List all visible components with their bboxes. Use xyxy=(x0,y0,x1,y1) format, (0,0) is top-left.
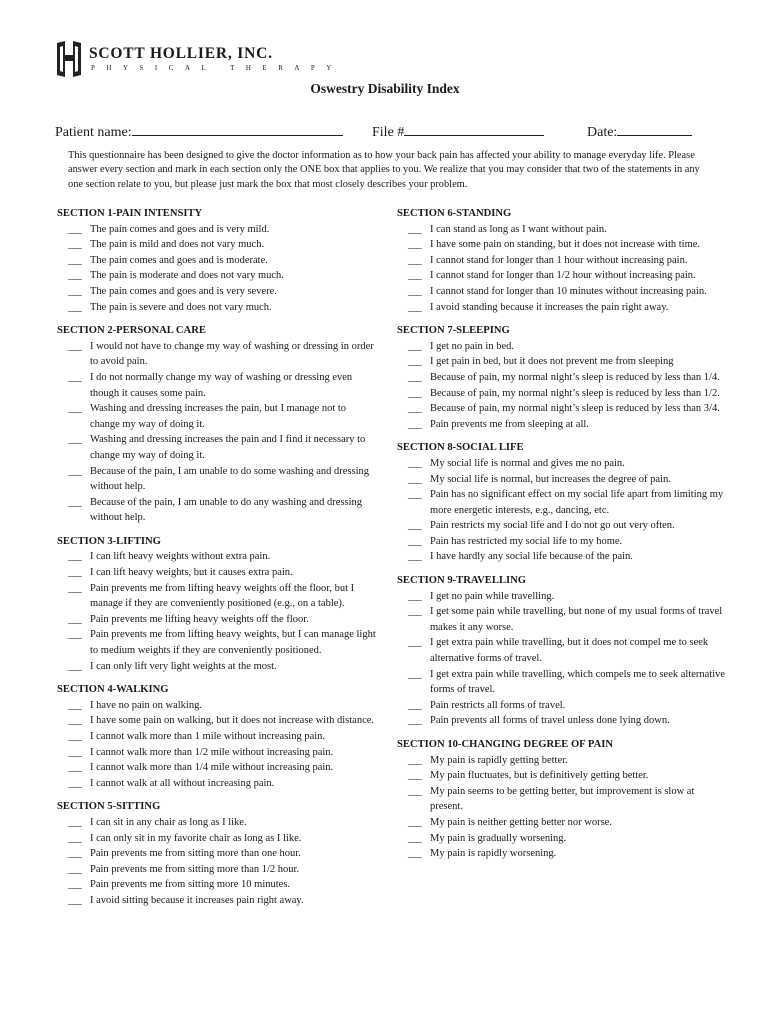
answer-text: I avoid standing because it increases the pain right away. xyxy=(430,301,669,313)
answer-blank[interactable]: ___ xyxy=(68,340,81,352)
answer-option[interactable] xyxy=(397,667,727,698)
answer-text: Pain has restricted my social life to my home. xyxy=(430,535,623,547)
answer-option[interactable] xyxy=(57,698,377,714)
answer-option[interactable] xyxy=(397,846,727,862)
answer-blank[interactable]: ___ xyxy=(408,637,421,649)
answer-text: Because of the pain, I am unable to do some washing and dressing without help. xyxy=(90,465,370,493)
answer-text: Washing and dressing increases the pain, but I manage not to change my way of doing it. xyxy=(90,403,347,430)
answer-blank[interactable]: ___ xyxy=(68,832,81,844)
answer-option[interactable] xyxy=(57,432,377,463)
answer-blank[interactable]: ___ xyxy=(68,715,81,727)
answer-option[interactable] xyxy=(397,589,727,605)
answer-text: I cannot walk more than 1/2 mile without increasing pain. xyxy=(90,746,334,758)
answer-blank[interactable]: ___ xyxy=(68,239,81,251)
answer-text: I can sit in any chair as long as I like. xyxy=(90,816,247,828)
answer-option[interactable] xyxy=(397,487,727,518)
section-title: SECTION 1-PAIN INTENSITY xyxy=(57,208,203,219)
answer-text: Washing and dressing increases the pain and I find it necessary to change my way of doing it. xyxy=(90,434,366,461)
answer-blank[interactable]: ___ xyxy=(68,403,81,415)
answer-blank[interactable]: ___ xyxy=(408,715,421,727)
answer-text: Pain restricts all forms of travel. xyxy=(430,699,566,711)
company-name: SCOTT HOLLIER, INC. xyxy=(89,45,273,62)
answer-text: The pain is severe and does not vary much. xyxy=(90,301,272,313)
answer-option[interactable] xyxy=(57,222,377,238)
section-title: SECTION 4-WALKING xyxy=(57,684,169,696)
sections-left-column xyxy=(57,206,377,917)
answer-blank[interactable]: ___ xyxy=(408,473,421,485)
answer-text: The pain is mild and does not vary much. xyxy=(90,239,265,251)
answer-text: I can lift heavy weights without extra pain. xyxy=(90,551,271,563)
answer-blank[interactable]: ___ xyxy=(408,590,421,602)
answer-text: I have no pain on walking. xyxy=(90,699,202,711)
answer-option[interactable] xyxy=(57,253,377,269)
answer-blank[interactable]: ___ xyxy=(408,223,421,235)
answer-blank[interactable]: ___ xyxy=(68,731,81,742)
answer-option[interactable] xyxy=(397,753,727,769)
answer-text: I get extra pain while travelling, which compels me to seek alternative forms of travel. xyxy=(430,668,726,696)
answer-blank[interactable]: ___ xyxy=(408,254,421,266)
answer-blank[interactable]: ___ xyxy=(68,496,81,508)
section-4 xyxy=(57,682,377,791)
answer-blank[interactable]: ___ xyxy=(68,699,81,711)
company-tagline: PHYSICAL THERAPY xyxy=(91,64,343,72)
answer-text: Pain prevents me from lifting heavy weights off the floor, but I manage if they are conveniently positioned (e.g., on a table). xyxy=(90,582,355,610)
answer-text: My pain is neither getting better nor worse. xyxy=(430,816,612,828)
answer-option[interactable] xyxy=(397,604,727,635)
answer-text: Pain has no significant effect on my social life apart from limiting my more energetic interests, e.g., dancing, etc. xyxy=(430,489,724,516)
answer-option[interactable] xyxy=(57,729,377,745)
date-line[interactable] xyxy=(617,123,692,136)
answer-blank[interactable]: ___ xyxy=(68,762,81,774)
company-logo xyxy=(57,41,343,77)
answer-blank[interactable]: ___ xyxy=(408,848,421,860)
answer-blank[interactable]: ___ xyxy=(68,270,81,282)
answer-blank[interactable]: ___ xyxy=(408,301,421,313)
answer-text: I can only lift very light weights at the most. xyxy=(90,660,277,672)
answer-blank[interactable]: ___ xyxy=(408,699,421,711)
answer-text: Pain prevents me lifting heavy weights off the floor. xyxy=(90,613,309,625)
section-5 xyxy=(57,799,377,908)
answer-text: Pain prevents me from sleeping at all. xyxy=(430,418,589,430)
answer-option[interactable] xyxy=(57,581,377,612)
file-number-field[interactable] xyxy=(372,123,544,141)
answer-option[interactable] xyxy=(57,300,377,316)
answer-blank[interactable]: ___ xyxy=(408,285,421,297)
answer-option[interactable] xyxy=(57,565,377,581)
answer-text: I get no pain while travelling. xyxy=(430,590,555,602)
answer-text: My social life is normal, but increases the degree of pain. xyxy=(430,473,671,485)
answer-option[interactable] xyxy=(57,627,377,658)
answer-blank[interactable]: ___ xyxy=(68,223,81,235)
answer-option[interactable] xyxy=(57,237,377,253)
answer-blank[interactable]: ___ xyxy=(408,387,421,399)
date-field[interactable] xyxy=(587,123,692,141)
answer-blank[interactable]: ___ xyxy=(68,629,81,641)
patient-name-field[interactable] xyxy=(55,123,343,141)
answer-option[interactable] xyxy=(397,635,727,666)
patient-name-line[interactable] xyxy=(132,123,343,136)
section-3 xyxy=(57,534,377,674)
answer-text: My pain seems to be getting better, but improvement is slow at present. xyxy=(430,785,695,813)
answer-blank[interactable]: ___ xyxy=(68,613,81,625)
file-number-label: File # xyxy=(372,125,405,140)
answer-option[interactable] xyxy=(397,456,727,472)
answer-option[interactable] xyxy=(397,815,727,831)
section-7 xyxy=(397,323,727,432)
answer-text: The pain comes and goes and is very mild. xyxy=(90,223,270,235)
answer-text: I can only sit in my favorite chair as long as I like. xyxy=(90,832,302,844)
answer-blank[interactable]: ___ xyxy=(408,770,421,782)
answer-option[interactable] xyxy=(57,846,377,862)
answer-option[interactable] xyxy=(397,534,727,550)
answer-text: The pain comes and goes and is moderate. xyxy=(90,254,268,266)
answer-option[interactable] xyxy=(397,339,727,355)
answer-option[interactable] xyxy=(57,776,377,792)
answer-text: Pain prevents all forms of travel unless done lying down. xyxy=(430,715,670,727)
answer-blank[interactable]: ___ xyxy=(408,403,421,415)
answer-option[interactable] xyxy=(397,268,727,284)
answer-text: I have some pain on walking, but it does not increase with distance. xyxy=(90,715,375,727)
answer-blank[interactable]: ___ xyxy=(408,356,421,368)
answer-text: My pain is rapidly getting better. xyxy=(430,754,568,766)
answer-blank[interactable]: ___ xyxy=(408,239,421,251)
answer-blank[interactable]: ___ xyxy=(68,285,81,297)
answer-option[interactable] xyxy=(57,464,377,495)
answer-option[interactable] xyxy=(397,518,727,534)
logo-h-icon xyxy=(57,41,81,77)
answer-blank[interactable]: ___ xyxy=(408,785,421,797)
answer-option[interactable] xyxy=(397,284,727,300)
answer-blank[interactable]: ___ xyxy=(68,777,81,789)
section-10 xyxy=(397,737,727,862)
answer-text: I cannot walk at all without increasing pain. xyxy=(90,777,275,789)
answer-option[interactable] xyxy=(397,253,727,269)
answer-blank[interactable]: ___ xyxy=(408,754,421,766)
page-title: Oswestry Disability Index xyxy=(310,81,460,96)
file-number-line[interactable] xyxy=(404,123,544,136)
answer-option[interactable] xyxy=(57,877,377,893)
section-title: SECTION 3-LIFTING xyxy=(57,535,161,547)
answer-option[interactable] xyxy=(397,698,727,714)
answer-option[interactable] xyxy=(397,713,727,729)
answer-blank[interactable]: ___ xyxy=(68,879,81,891)
answer-option[interactable] xyxy=(397,300,727,316)
answer-option[interactable] xyxy=(57,831,377,847)
answer-blank[interactable]: ___ xyxy=(68,567,81,579)
answer-blank[interactable]: ___ xyxy=(408,340,421,352)
sections-right-column xyxy=(397,206,727,870)
answer-text: I cannot walk more than 1 mile without increasing pain. xyxy=(90,731,326,742)
answer-blank[interactable]: ___ xyxy=(68,848,81,860)
answer-text: I can stand as long as I want without pain. xyxy=(430,223,607,235)
section-title: SECTION 6-STANDING xyxy=(397,208,512,219)
answer-blank[interactable]: ___ xyxy=(68,434,81,446)
answer-blank[interactable]: ___ xyxy=(408,606,421,618)
answer-option[interactable] xyxy=(57,760,377,776)
answer-option[interactable] xyxy=(57,549,377,565)
answer-option[interactable] xyxy=(57,713,377,729)
answer-option[interactable] xyxy=(57,659,377,675)
answer-blank[interactable]: ___ xyxy=(408,832,421,844)
section-title: SECTION 2-PERSONAL CARE xyxy=(57,325,206,337)
answer-blank[interactable]: ___ xyxy=(68,582,81,594)
answer-blank[interactable]: ___ xyxy=(68,254,81,266)
answer-blank[interactable]: ___ xyxy=(408,520,421,532)
answer-option[interactable] xyxy=(57,268,377,284)
answer-text: I get extra pain while travelling, but it does not compel me to seek alternative forms of travel. xyxy=(430,637,709,665)
answer-text: The pain is moderate and does not vary much. xyxy=(90,270,284,282)
answer-text: The pain comes and goes and is very severe. xyxy=(90,285,277,297)
answer-text: I get pain in bed, but it does not prevent me from sleeping xyxy=(430,356,674,368)
answer-option[interactable] xyxy=(397,831,727,847)
patient-name-label: Patient name: xyxy=(55,125,132,140)
answer-blank[interactable]: ___ xyxy=(68,301,81,313)
answer-blank[interactable]: ___ xyxy=(408,371,421,383)
answer-text: Pain prevents me from sitting more 10 minutes. xyxy=(90,879,291,891)
answer-option[interactable] xyxy=(57,339,377,370)
answer-text: I would not have to change my way of washing or dressing in order to avoid pain. xyxy=(90,340,374,368)
answer-blank[interactable]: ___ xyxy=(408,816,421,828)
answer-text: Pain prevents me from sitting more than 1/2 hour. xyxy=(90,863,300,875)
section-title: SECTION 9-TRAVELLING xyxy=(397,575,527,587)
answer-text: Pain prevents me from lifting heavy weights, but I can manage light to medium weights if they are conveniently positioned. xyxy=(90,629,376,657)
answer-blank[interactable]: ___ xyxy=(68,660,81,672)
answer-text: I can lift heavy weights, but it causes extra pain. xyxy=(90,567,293,579)
answer-blank[interactable]: ___ xyxy=(68,465,81,477)
section-9 xyxy=(397,573,727,729)
section-1 xyxy=(57,206,377,315)
answer-text: I have some pain on standing, but it does not increase with time. xyxy=(430,239,701,251)
answer-text: I cannot stand for longer than 1 hour without increasing pain. xyxy=(430,254,688,266)
answer-text: I get no pain in bed. xyxy=(430,340,514,352)
answer-blank[interactable]: ___ xyxy=(68,816,81,828)
answer-option[interactable] xyxy=(57,893,377,909)
answer-blank[interactable]: ___ xyxy=(68,746,81,758)
answer-option[interactable] xyxy=(397,370,727,386)
answer-option[interactable] xyxy=(57,612,377,628)
answer-blank[interactable]: ___ xyxy=(68,894,81,906)
section-title: SECTION 5-SITTING xyxy=(57,801,161,813)
answer-blank[interactable]: ___ xyxy=(68,551,81,563)
section-8 xyxy=(397,440,727,565)
section-6 xyxy=(397,206,727,315)
section-title: SECTION 8-SOCIAL LIFE xyxy=(397,442,524,454)
answer-text: I do not normally change my way of washing or dressing even though it causes some pain. xyxy=(90,371,353,399)
answer-blank[interactable]: ___ xyxy=(408,270,421,282)
answer-blank[interactable]: ___ xyxy=(408,668,421,680)
answer-blank[interactable]: ___ xyxy=(68,371,81,383)
answer-blank[interactable]: ___ xyxy=(408,535,421,547)
answer-option[interactable] xyxy=(397,549,727,565)
instructions-paragraph: This questionnaire has been designed to give the doctor information as to how your back pain has affected your ability to manage everyday life. Please answer every section and mark in each section only the ONE box that applies to you. We realize that you may consider that two of the statements in any one section relate to you, but please just mark the box that most closely describes your problem. xyxy=(68,150,700,190)
answer-option[interactable] xyxy=(57,370,377,401)
answer-text: Pain prevents me from sitting more than one hour. xyxy=(90,848,301,860)
answer-text: I cannot stand for longer than 1/2 hour without increasing pain. xyxy=(430,270,696,282)
answer-text: I get some pain while travelling, but none of my usual forms of travel makes it any worse. xyxy=(430,606,723,633)
answer-text: My pain is gradually worsening. xyxy=(430,832,567,844)
section-title: SECTION 10-CHANGING DEGREE OF PAIN xyxy=(397,739,614,750)
answer-blank[interactable]: ___ xyxy=(408,551,421,563)
answer-option[interactable] xyxy=(57,284,377,300)
answer-text: My social life is normal and gives me no pain. xyxy=(430,457,625,469)
answer-text: I have hardly any social life because of the pain. xyxy=(430,551,633,563)
answer-blank[interactable]: ___ xyxy=(408,457,421,469)
answer-blank[interactable]: ___ xyxy=(408,489,421,501)
answer-option[interactable] xyxy=(57,745,377,761)
answer-text: I avoid sitting because it increases pain right away. xyxy=(90,894,304,906)
answer-text: My pain fluctuates, but is definitively getting better. xyxy=(430,770,649,782)
answer-option[interactable] xyxy=(397,237,727,253)
answer-text: I cannot stand for longer than 10 minutes without increasing pain. xyxy=(430,285,707,297)
answer-text: Because of pain, my normal night’s sleep is reduced by less than 1/2. xyxy=(430,387,720,399)
answer-option[interactable] xyxy=(397,386,727,402)
answer-blank[interactable]: ___ xyxy=(68,863,81,875)
answer-option[interactable] xyxy=(397,222,727,238)
answer-option[interactable] xyxy=(397,768,727,784)
answer-option[interactable] xyxy=(57,862,377,878)
answer-option[interactable] xyxy=(57,495,377,526)
answer-option[interactable] xyxy=(57,815,377,831)
answer-text: My pain is rapidly worsening. xyxy=(430,848,557,860)
section-2 xyxy=(57,323,377,526)
answer-text: Because of pain, my normal night’s sleep is reduced by less than 1/4. xyxy=(430,371,720,383)
date-label: Date: xyxy=(587,125,618,140)
answer-option[interactable] xyxy=(397,354,727,370)
answer-blank[interactable]: ___ xyxy=(408,418,421,430)
answer-option[interactable] xyxy=(397,401,727,417)
answer-text: I cannot walk more than 1/4 mile without increasing pain. xyxy=(90,762,334,774)
answer-option[interactable] xyxy=(397,417,727,433)
answer-text: Because of pain, my normal night’s sleep is reduced by less than 3/4. xyxy=(430,403,720,415)
answer-text: Pain restricts my social life and I do not go out very often. xyxy=(430,520,675,532)
answer-option[interactable] xyxy=(57,401,377,432)
answer-text: Because of the pain, I am unable to do any washing and dressing without help. xyxy=(90,496,363,524)
answer-option[interactable] xyxy=(397,472,727,488)
answer-option[interactable] xyxy=(397,784,727,815)
section-title: SECTION 7-SLEEPING xyxy=(397,325,510,337)
